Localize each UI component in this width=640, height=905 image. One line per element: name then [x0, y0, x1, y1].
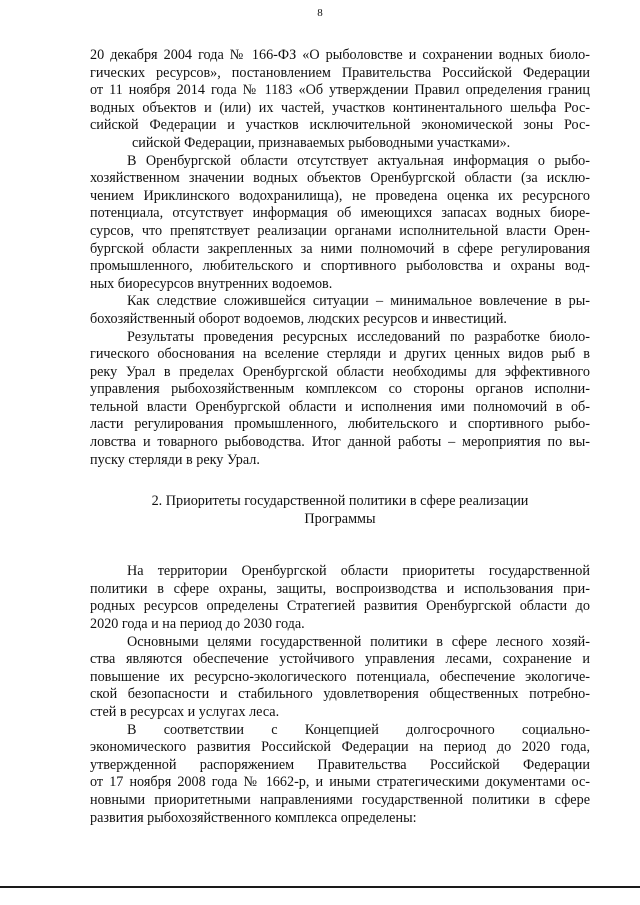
text-line: управления рыбохозяйственным комплексом со стороны органов исполни- [90, 381, 590, 398]
text-line: повышение их ресурсно-экологического потенциала, обеспечение экологиче- [90, 668, 590, 685]
text-line: экономического развития Российской Федерации на период до 2020 года, [90, 739, 590, 756]
text-line: В Оренбургской области отсутствует актуальная информация о рыбо- [127, 152, 590, 169]
text-line: утвержденной распоряжением Правительства Российской Федерации [90, 756, 590, 773]
text-line: ловства и товарного рыбоводства. Итог данной работы – мероприятия по вы- [90, 434, 590, 451]
text-line: тельной власти Оренбургской области и исполнения ими полномочий в об- [90, 398, 590, 415]
text-line: В соответствии с Концепцией долгосрочного социально- [127, 721, 590, 738]
text-line: гического обоснования на вселение стерляди и других ценных видов рыб в [90, 346, 590, 363]
text-line: политики в сфере охраны, защиты, воспроизводства и использования при- [90, 580, 590, 597]
text-line: бохозяйственный оборот водоемов, людских ресурсов и инвестиций. [90, 310, 507, 327]
text-line: ных биоресурсов внутренних водоемов. [90, 275, 333, 292]
text-line: гических ресурсов», постановлением Правительства Российской Федерации [90, 64, 590, 81]
text-line: Как следствие сложившейся ситуации – минимальное вовлечение в ры- [127, 293, 590, 310]
section-heading-line-1: 2. Приоритеты государственной политики в сфере реализации [151, 493, 529, 510]
text-line: реку Урал в пределах Оренбургской области необходимы для эффективного [90, 363, 590, 380]
text-line: от 11 ноября 2014 года № 1183 «Об утверждении Правил определения границ [90, 82, 590, 99]
text-line: 20 декабря 2004 года № 166-ФЗ «О рыболовстве и сохранении водных биоло- [90, 47, 590, 63]
section-heading-line-2: Программы [304, 511, 376, 528]
text-line: ской безопасности и стабильного удовлетворения общественных потребно- [90, 686, 590, 703]
text-line: стей в ресурсах и услугах леса. [90, 704, 280, 720]
text-line: Основными целями государственной политики в сфере лесного хозяй- [127, 633, 590, 650]
text-line: Результаты проведения ресурсных исследований по разработке биоло- [127, 328, 590, 345]
text-line: ства являются обеспечение устойчивого управления лесами, сохранение и [90, 651, 590, 668]
text-line: пуску стерляди в реку Урал. [90, 451, 260, 468]
text-line: На территории Оренбургской области приоритеты государственной [127, 563, 590, 580]
paragraph-6 [90, 634, 590, 722]
paragraph-3 [90, 293, 590, 328]
text-line: хозяйственном значении водных объектов Оренбургской области (за исклю- [90, 170, 590, 187]
page-number: 8 [317, 7, 323, 19]
section-heading [90, 493, 590, 529]
document-body [90, 47, 590, 827]
paragraph-2 [90, 153, 590, 294]
text-line: водных объектов и (или) их частей, участков континентального шельфа Рос- [90, 99, 590, 116]
text-line: промышленного, любительского и спортивного рыболовства и охраны вод- [90, 258, 590, 275]
paragraph-7 [90, 722, 590, 828]
text-line: бургской области закрепленных за ними полномочий в сфере регулирования [90, 240, 590, 257]
text-line: новными приоритетными направлениями государственной политики в сфере [90, 791, 590, 808]
text-line: развития рыбохозяйственного комплекса определены: [90, 809, 417, 826]
text-line: сийской Федерации и участков исключительной экономической зоны Рос- [90, 117, 590, 134]
text-line: сийской Федерации, признаваемых рыбоводными участками». [132, 134, 511, 151]
paragraph-4 [90, 329, 590, 470]
text-line: 2020 года и на период до 2030 года. [90, 616, 305, 633]
text-line: сурсов, что препятствует реализации органами исполнительной власти Орен- [90, 222, 590, 239]
bottom-divider [0, 886, 640, 888]
text-line: ласти регулирования промышленного, любительского и спортивного рыбо- [90, 416, 590, 433]
paragraph-1 [90, 47, 590, 153]
paragraph-5 [90, 563, 590, 633]
text-line: родных ресурсов определены Стратегией развития Оренбургской области до [90, 598, 590, 615]
text-line: от 17 ноября 2008 года № 1662-р, и иными стратегическими документами ос- [90, 774, 590, 791]
text-line: потенциала, отсутствует информация об имеющихся запасах водных биоре- [90, 205, 590, 222]
text-line: чением Ириклинского водохранилища), не проведена оценка их ресурсного [90, 187, 590, 204]
